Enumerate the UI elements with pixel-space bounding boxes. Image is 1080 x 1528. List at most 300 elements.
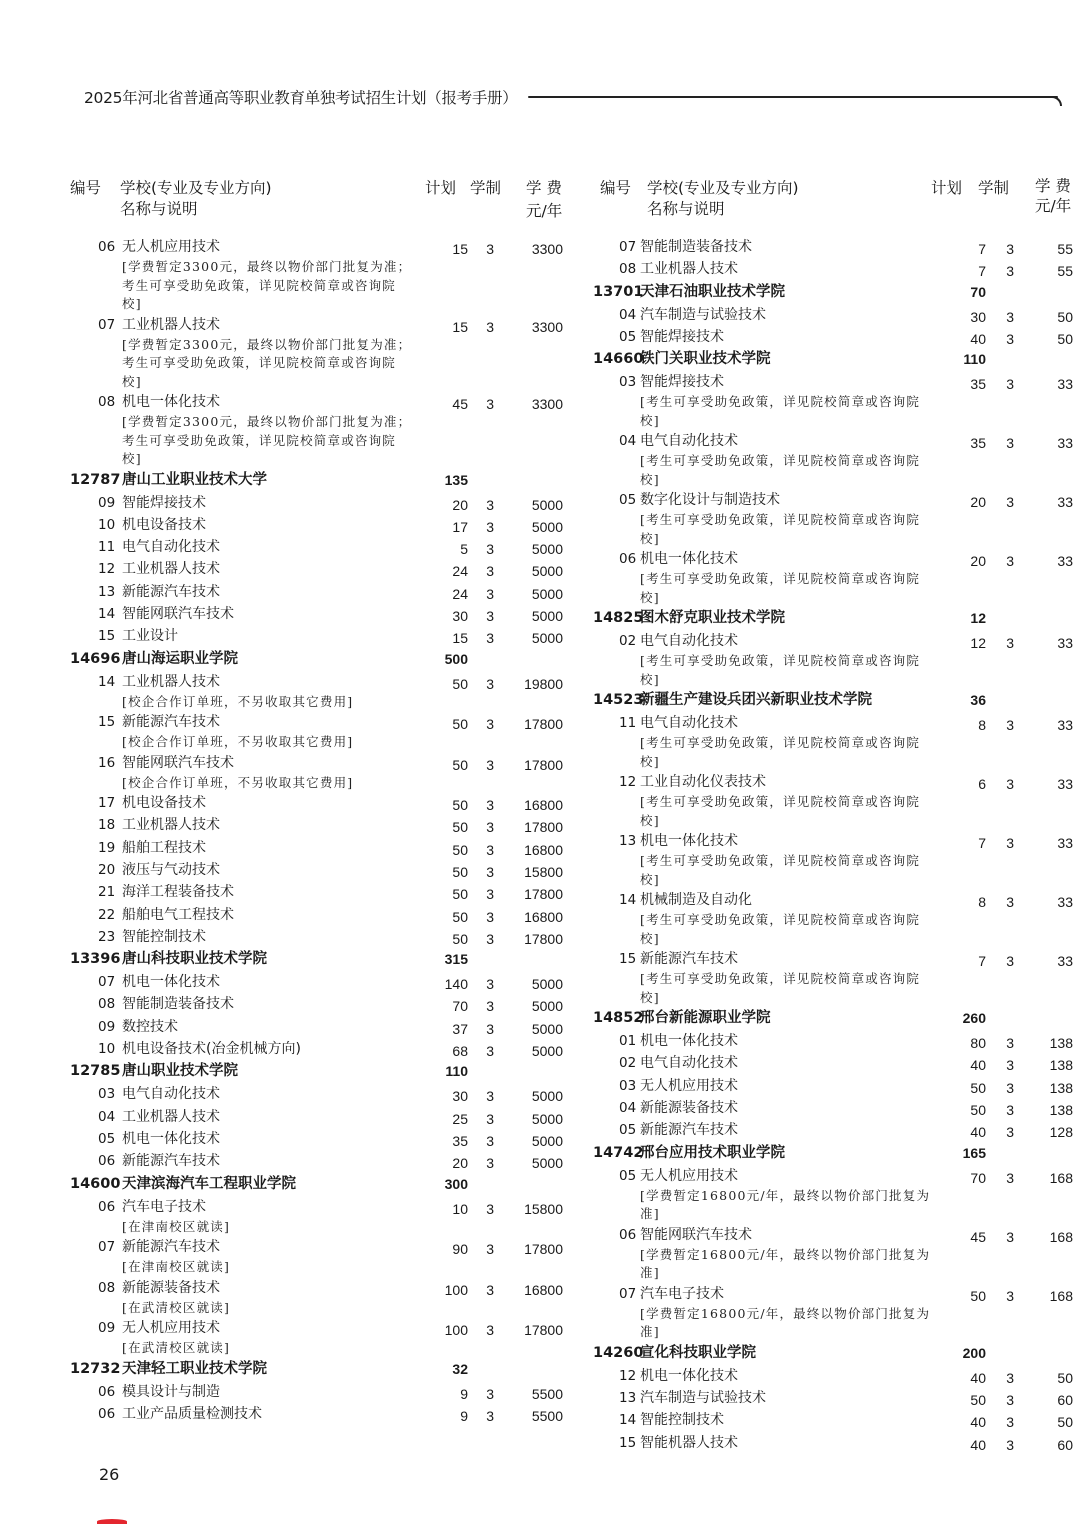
major-row [70, 536, 580, 558]
major-code: 14 [619, 892, 637, 909]
tuition-fee: 138 [1049, 1035, 1073, 1052]
tuition-fee: 33 [1057, 435, 1073, 452]
major-row [593, 258, 1080, 280]
tuition-fee: 17800 [524, 756, 563, 773]
plan-count: 100 [444, 1281, 468, 1298]
header-fee-unit: 元/年 [1035, 197, 1072, 215]
plan-count: 9 [460, 1385, 468, 1402]
school-name: 新疆生产建设兵团兴新职业技术学院 [640, 692, 872, 709]
major-code: 20 [98, 861, 116, 878]
running-header-title: 2025年河北省普通高等职业教育单独考试招生计划（报考手册） [84, 89, 518, 107]
major-note: [学费暂定16800元/年，最终以物价部门批复为准] [640, 1246, 931, 1281]
plan-count: 12 [970, 635, 986, 652]
duration-years: 3 [486, 396, 494, 412]
major-row [593, 326, 1080, 348]
duration-years: 3 [486, 863, 494, 880]
major-code: 07 [619, 1285, 637, 1302]
major-code: 16 [98, 754, 116, 771]
major-name: 工业机器人技术 [122, 673, 220, 690]
tuition-fee: 33 [1057, 953, 1073, 970]
duration-years: 3 [486, 518, 494, 535]
major-note: [学费暂定3300元，最终以物价部门批复为准；考生可享受助免政策，详见院校简章或咨询院校] [122, 336, 412, 389]
major-row [70, 558, 580, 580]
plan-count: 50 [452, 675, 468, 692]
major-name: 智能焊接技术 [122, 494, 206, 511]
major-name: 机电设备技术 [122, 516, 206, 533]
tuition-fee: 128 [1049, 1124, 1073, 1141]
major-code: 06 [98, 1405, 116, 1422]
duration-years: 3 [486, 998, 494, 1015]
major-code: 04 [98, 1108, 116, 1125]
major-name: 工业机器人技术 [122, 561, 220, 578]
plan-count: 35 [452, 1132, 468, 1149]
major-code: 05 [619, 1122, 637, 1139]
major-row [593, 1075, 1080, 1097]
major-code: 01 [619, 1033, 637, 1050]
duration-years: 3 [1006, 1102, 1014, 1119]
major-row [70, 625, 580, 647]
major-name: 电气自动化技术 [640, 715, 738, 732]
school-plan-total: 32 [452, 1360, 468, 1377]
major-note: [学费暂定3300元，最终以物价部门批复为准；考生可享受助免政策，详见院校简章或咨询院校] [122, 414, 412, 466]
tuition-fee: 16800 [524, 1281, 563, 1298]
duration-years: 3 [1006, 1124, 1014, 1141]
duration-years: 3 [1006, 1169, 1014, 1186]
header-code: 编号 [70, 179, 102, 197]
tuition-fee: 5000 [531, 998, 563, 1015]
major-code: 04 [619, 306, 637, 323]
school-code: 14600 [70, 1175, 121, 1192]
school-plan-total: 500 [444, 650, 468, 667]
school-code: 14852 [593, 1010, 644, 1027]
duration-years: 3 [1006, 1369, 1014, 1386]
major-note: [考生可享受助免政策，详见院校简章或咨询院校] [640, 794, 921, 828]
major-code: 19 [98, 839, 116, 856]
major-name: 工业机器人技术 [122, 1108, 220, 1125]
duration-years: 3 [1006, 1228, 1014, 1245]
duration-years: 3 [1006, 308, 1014, 325]
plan-count: 6 [978, 776, 986, 793]
major-row [70, 603, 580, 625]
major-note: [考生可享受助免政策，详见院校简章或咨询院校] [640, 653, 921, 687]
school-name: 唐山职业技术学院 [122, 1063, 238, 1080]
major-name: 智能制造装备技术 [640, 239, 752, 255]
major-code: 05 [98, 1130, 116, 1147]
major-row [70, 1128, 580, 1150]
major-row [70, 1038, 580, 1060]
tuition-fee: 33 [1057, 717, 1073, 734]
plan-count: 50 [452, 908, 468, 925]
tuition-fee: 33 [1057, 776, 1073, 793]
major-row [593, 1387, 1080, 1409]
major-name: 工业产品质量检测技术 [122, 1405, 262, 1422]
major-row [70, 881, 580, 903]
major-code: 13 [98, 583, 116, 600]
major-name: 智能焊接技术 [640, 328, 724, 345]
plan-count: 15 [452, 318, 468, 335]
duration-years: 3 [486, 607, 494, 624]
school-name: 天津轻工职业技术学院 [122, 1360, 267, 1377]
major-code: 03 [98, 1086, 116, 1103]
duration-years: 3 [486, 841, 494, 858]
tuition-fee: 168 [1049, 1228, 1073, 1245]
major-row [70, 752, 580, 793]
major-row [593, 771, 1080, 830]
major-name: 新能源汽车技术 [122, 1239, 220, 1256]
major-row [70, 1317, 580, 1358]
duration-years: 3 [486, 819, 494, 836]
plan-count: 7 [978, 241, 986, 257]
tuition-fee: 33 [1057, 494, 1073, 511]
right-rows [593, 236, 1080, 1454]
school-row [70, 1358, 580, 1381]
school-name: 邢台应用技术职业学院 [640, 1144, 785, 1161]
major-row [593, 1283, 1080, 1342]
plan-count: 8 [978, 894, 986, 911]
tuition-fee: 60 [1057, 1391, 1073, 1408]
school-plan-total: 260 [962, 1010, 986, 1027]
school-code: 14696 [70, 650, 121, 667]
plan-count: 50 [970, 1391, 986, 1408]
major-code: 10 [98, 516, 116, 533]
plan-count: 90 [452, 1241, 468, 1258]
duration-years: 3 [486, 318, 494, 335]
major-code: 03 [619, 374, 637, 391]
plan-count: 50 [452, 841, 468, 858]
major-row [70, 514, 580, 536]
plan-count: 50 [970, 1102, 986, 1119]
major-row [70, 1083, 580, 1105]
major-row [593, 304, 1080, 326]
tuition-fee: 16800 [524, 908, 563, 925]
plan-count: 35 [970, 376, 986, 393]
duration-years: 3 [1006, 263, 1014, 280]
header-fee: 学 费 [1035, 178, 1071, 195]
major-code: 11 [619, 715, 637, 732]
school-name: 天津石油职业技术学院 [640, 283, 785, 300]
duration-years: 3 [1006, 894, 1014, 911]
school-plan-total: 300 [444, 1175, 468, 1192]
major-note: [在津南校区就读] [122, 1259, 231, 1275]
duration-years: 3 [486, 976, 494, 993]
school-code: 14742 [593, 1144, 644, 1161]
major-name: 电气自动化技术 [640, 433, 738, 450]
major-name: 新能源汽车技术 [122, 583, 220, 600]
plan-count: 30 [452, 607, 468, 624]
major-code: 17 [98, 795, 116, 812]
major-row [593, 371, 1080, 430]
major-note: [学费暂定16800元/年，最终以物价部门批复为准] [640, 1305, 931, 1340]
plan-count: 50 [970, 1079, 986, 1096]
major-code: 06 [98, 1198, 116, 1215]
major-name: 机电一体化技术 [640, 551, 738, 568]
header-duration: 学制 [978, 179, 1010, 197]
table-header-left [70, 178, 580, 236]
school-name: 邢台新能源职业学院 [640, 1010, 771, 1027]
right-column [593, 178, 1080, 1454]
major-row [593, 889, 1080, 948]
major-row [593, 1052, 1080, 1074]
tuition-fee: 5500 [531, 1407, 563, 1424]
duration-years: 3 [486, 930, 494, 947]
major-code: 06 [619, 551, 637, 568]
school-plan-total: 135 [444, 471, 468, 488]
plan-count: 35 [970, 435, 986, 452]
header-school-sub: 名称与说明 [120, 200, 198, 218]
tuition-fee: 33 [1057, 835, 1073, 852]
major-row [593, 1097, 1080, 1119]
red-page-mark [97, 1519, 127, 1524]
major-name: 电气自动化技术 [122, 539, 220, 556]
plan-count: 30 [452, 1088, 468, 1105]
tuition-fee: 5000 [531, 1088, 563, 1105]
school-code: 12732 [70, 1360, 121, 1377]
major-name: 新能源装备技术 [640, 1100, 738, 1117]
major-row [70, 581, 580, 603]
major-name: 机电一体化技术 [640, 833, 738, 850]
school-name: 图木舒克职业技术学院 [640, 610, 785, 627]
major-note: [考生可享受助免政策，详见院校简章或咨询院校] [640, 735, 921, 769]
major-name: 智能焊接技术 [640, 374, 724, 391]
major-code: 07 [619, 239, 637, 255]
major-note: [在武清校区就读] [122, 1340, 231, 1356]
header-fee: 学 费 [526, 179, 562, 197]
plan-count: 20 [452, 1155, 468, 1172]
major-row [593, 1365, 1080, 1387]
major-row [593, 1165, 1080, 1224]
duration-years: 3 [1006, 1287, 1014, 1304]
school-name: 唐山科技职业技术学院 [122, 951, 267, 968]
plan-count: 20 [970, 553, 986, 570]
duration-years: 3 [486, 756, 494, 773]
major-code: 13 [619, 833, 637, 850]
duration-years: 3 [1006, 1079, 1014, 1096]
plan-count: 40 [970, 1057, 986, 1074]
major-note: [考生可享受助免政策，详见院校简章或咨询院校] [640, 571, 921, 605]
school-name: 宣化科技职业学院 [640, 1344, 756, 1361]
plan-count: 40 [970, 1369, 986, 1386]
duration-years: 3 [486, 563, 494, 580]
major-row [70, 814, 580, 836]
major-row [70, 837, 580, 859]
major-name: 数控技术 [122, 1018, 178, 1035]
plan-count: 17 [452, 518, 468, 535]
major-note: [学费暂定3300元，最终以物价部门批复为准；考生可享受助免政策，详见院校简章或咨询院校] [122, 259, 412, 311]
plan-count: 20 [970, 494, 986, 511]
tuition-fee: 5000 [531, 518, 563, 535]
major-name: 智能网联汽车技术 [640, 1226, 752, 1243]
tuition-fee: 3300 [531, 318, 563, 335]
major-code: 07 [98, 316, 116, 333]
major-row [70, 314, 580, 392]
major-name: 智能制造装备技术 [122, 996, 234, 1013]
plan-count: 45 [452, 396, 468, 412]
major-name: 智能机器人技术 [640, 1434, 738, 1451]
duration-years: 3 [486, 1088, 494, 1105]
plan-count: 24 [452, 563, 468, 580]
major-code: 06 [98, 1383, 116, 1400]
major-code: 14 [98, 605, 116, 622]
duration-years: 3 [486, 1132, 494, 1149]
tuition-fee: 5000 [531, 496, 563, 513]
major-note: [考生可享受助免政策，详见院校简章或咨询院校] [640, 512, 921, 546]
duration-years: 3 [486, 1407, 494, 1424]
major-code: 07 [98, 974, 116, 991]
school-code: 12787 [70, 471, 121, 488]
major-code: 08 [619, 261, 637, 278]
major-name: 机电一体化技术 [640, 1367, 738, 1384]
duration-years: 3 [1006, 635, 1014, 652]
major-code: 02 [619, 633, 637, 650]
major-row [70, 1381, 580, 1403]
school-plan-total: 315 [444, 951, 468, 968]
major-name: 无人机应用技术 [122, 239, 220, 255]
duration-years: 3 [486, 1155, 494, 1172]
school-row [593, 348, 1080, 371]
major-name: 机电一体化技术 [640, 1033, 738, 1050]
major-row [593, 830, 1080, 889]
major-row [70, 671, 580, 712]
plan-count: 40 [970, 1414, 986, 1431]
duration-years: 3 [486, 630, 494, 647]
plan-count: 50 [452, 886, 468, 903]
major-row [593, 1030, 1080, 1052]
tuition-fee: 55 [1057, 241, 1073, 257]
duration-years: 3 [486, 1200, 494, 1217]
major-name: 数字化设计与制造技术 [640, 492, 780, 509]
major-note: [在津南校区就读] [122, 1218, 231, 1234]
major-row [593, 236, 1080, 258]
major-name: 机电一体化技术 [122, 394, 220, 410]
plan-count: 70 [452, 998, 468, 1015]
tuition-fee: 5000 [531, 541, 563, 558]
tuition-fee: 5000 [531, 1110, 563, 1127]
major-code: 06 [98, 239, 116, 255]
major-name: 无人机应用技术 [640, 1167, 738, 1184]
major-name: 液压与气动技术 [122, 861, 220, 878]
major-code: 07 [98, 1239, 116, 1256]
school-row [593, 689, 1080, 712]
plan-count: 37 [452, 1020, 468, 1037]
school-plan-total: 165 [962, 1144, 986, 1161]
tuition-fee: 50 [1057, 1369, 1073, 1386]
plan-count: 50 [452, 863, 468, 880]
tuition-fee: 50 [1057, 1414, 1073, 1431]
major-code: 15 [619, 1434, 637, 1451]
major-note: [在武清校区就读] [122, 1299, 231, 1315]
major-code: 05 [619, 1167, 637, 1184]
duration-years: 3 [1006, 1057, 1014, 1074]
plan-count: 7 [978, 953, 986, 970]
duration-years: 3 [486, 241, 494, 257]
major-row [593, 1409, 1080, 1431]
major-code: 09 [98, 494, 116, 511]
school-plan-total: 110 [445, 1063, 468, 1080]
major-code: 12 [619, 774, 637, 791]
major-note: [校企合作订单班，不另收取其它费用] [122, 734, 354, 750]
major-name: 工业设计 [122, 628, 178, 645]
major-code: 23 [98, 928, 116, 945]
major-name: 船舶电气工程技术 [122, 906, 234, 923]
duration-years: 3 [1006, 1436, 1014, 1453]
major-row [70, 971, 580, 993]
major-note: [考生可享受助免政策，详见院校简章或咨询院校] [640, 853, 921, 887]
school-name: 唐山工业职业技术大学 [122, 471, 267, 488]
tuition-fee: 5000 [531, 585, 563, 602]
major-row [593, 1119, 1080, 1141]
major-row [70, 792, 580, 814]
table-header-right [593, 178, 1080, 236]
duration-years: 3 [486, 886, 494, 903]
duration-years: 3 [486, 1043, 494, 1060]
school-row [70, 1060, 580, 1083]
school-code: 14523 [593, 692, 644, 709]
major-row [593, 712, 1080, 771]
header-code: 编号 [600, 179, 632, 197]
duration-years: 3 [1006, 376, 1014, 393]
major-name: 工业机器人技术 [122, 817, 220, 834]
duration-years: 3 [1006, 953, 1014, 970]
major-row [70, 492, 580, 514]
major-name: 机电一体化技术 [122, 1130, 220, 1147]
major-name: 汽车制造与试验技术 [640, 1389, 766, 1406]
plan-count: 40 [970, 330, 986, 347]
school-row [70, 648, 580, 671]
duration-years: 3 [486, 1020, 494, 1037]
tuition-fee: 60 [1057, 1436, 1073, 1453]
duration-years: 3 [486, 1241, 494, 1258]
major-code: 04 [619, 433, 637, 450]
header-school: 学校(专业及专业方向) [647, 179, 799, 197]
school-plan-total: 110 [963, 351, 986, 368]
tuition-fee: 50 [1057, 308, 1073, 325]
tuition-fee: 5000 [531, 630, 563, 647]
tuition-fee: 138 [1049, 1079, 1073, 1096]
major-name: 电气自动化技术 [122, 1086, 220, 1103]
tuition-fee: 33 [1057, 894, 1073, 911]
school-plan-total: 70 [970, 283, 986, 300]
major-code: 05 [619, 328, 637, 345]
major-name: 无人机应用技术 [122, 1320, 220, 1337]
major-code: 14 [98, 673, 116, 690]
major-name: 工业机器人技术 [122, 316, 220, 333]
major-code: 15 [619, 951, 637, 968]
duration-years: 3 [486, 716, 494, 733]
major-name: 工业自动化仪表技术 [640, 774, 766, 791]
plan-count: 50 [452, 756, 468, 773]
school-code: 14260 [593, 1344, 644, 1361]
tuition-fee: 17800 [524, 886, 563, 903]
header-plan: 计划 [931, 179, 963, 197]
major-code: 18 [98, 817, 116, 834]
duration-years: 3 [1006, 1035, 1014, 1052]
duration-years: 3 [1006, 494, 1014, 511]
school-row [593, 1007, 1080, 1030]
tuition-fee: 5000 [531, 563, 563, 580]
major-name: 新能源装备技术 [122, 1279, 220, 1296]
tuition-fee: 5000 [531, 607, 563, 624]
school-row [593, 1142, 1080, 1165]
major-name: 电气自动化技术 [640, 633, 738, 650]
school-row [70, 948, 580, 971]
major-code: 05 [619, 492, 637, 509]
duration-years: 3 [1006, 241, 1014, 257]
duration-years: 3 [486, 675, 494, 692]
plan-count: 40 [970, 1124, 986, 1141]
tuition-fee: 138 [1049, 1102, 1073, 1119]
plan-count: 9 [460, 1407, 468, 1424]
major-code: 12 [619, 1367, 637, 1384]
